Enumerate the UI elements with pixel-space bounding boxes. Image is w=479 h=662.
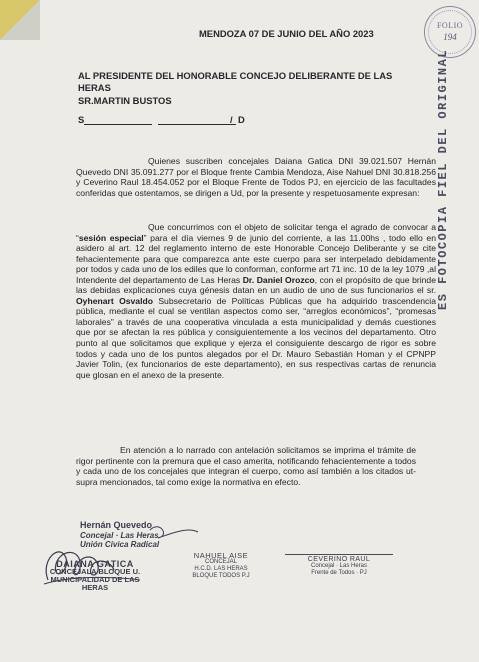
- signature-aise: [178, 552, 264, 580]
- addressee-line: AL PRESIDENTE DEL HONORABLE CONCEJO DELIBERANTE DE LAS HERAS: [78, 70, 393, 93]
- session-type: sesión especial: [78, 232, 144, 243]
- mayor-name: Dr. Daniel Orozco: [242, 274, 315, 285]
- salutation-suffix: D: [238, 114, 245, 125]
- signer-name: NAHUEL AISE: [193, 551, 249, 560]
- intro-paragraph: Quienes suscriben concejales Daiana Gatica DNI 39.021.507 Hernán Quevedo DNI 35.091.277 por el Bloque frente Cambia Mendoza, Aise Nahuel DNI 30.818.256 y Ceverino Raul 18.454.052 por el Bloque Frente de Todos PJ, en ejercicio de las facultades conferidas que ostentamos, se dirigen a Ud, por la presente y respetuosamente expresan:: [76, 156, 436, 198]
- request-text-a: Que concurrimos con el objeto de solicitar tenga el agrado de convocar a “: [76, 222, 436, 243]
- salutation-slash: /: [230, 114, 233, 125]
- folio-stamp-number: 194: [443, 32, 457, 42]
- document-date: MENDOZA 07 DE JUNIO DEL AÑO 2023: [199, 28, 374, 39]
- salutation-line-right: [158, 124, 236, 125]
- folio-stamp-label: FOLIO: [436, 21, 464, 30]
- signer-title: MUNICIPALIDAD DE LAS HERAS: [50, 575, 140, 592]
- signature-gatica: [40, 560, 150, 592]
- signer-title: Frente de Todos · PJ: [311, 570, 367, 576]
- signature-ceverino: [285, 554, 393, 577]
- signer-title: CONCEJAL: [204, 559, 237, 565]
- request-text-c: , con el propósito de que brinde las debidas explicaciones cuya génesis datan en un audio de uno de sus funcionarios el sr.: [76, 274, 436, 296]
- folio-stamp: [424, 6, 476, 58]
- closing-paragraph: En atención a lo narrado con antelación solicitamos se imprima el trámite de rigor pertinente con la premura que el caso amerita, notificando fehacientemente a todos y cada uno de los concejales que integran el cuerpo, como así también a los citados ut-supra mencionados, tal como exige la normativa en efecto.: [76, 445, 416, 487]
- signer-title: BLOQUE TODOS P.J: [192, 573, 250, 579]
- signature-quevedo: [80, 521, 190, 550]
- salutation-line-left: [84, 124, 152, 125]
- signer-name: DAIANA GATICA: [56, 559, 134, 569]
- signer-title: CONCEJALA BLOQUE U.: [49, 567, 141, 576]
- request-paragraph: [76, 222, 436, 380]
- signer-title: Unión Cívica Radical: [80, 540, 160, 549]
- signer-title: H.C.D. LAS HERAS: [194, 566, 248, 572]
- signer-title: Concejal · Las Heras: [310, 563, 368, 569]
- recipient-name: SR.MARTIN BUSTOS: [78, 95, 172, 106]
- salutation-prefix: S: [78, 114, 85, 125]
- request-text-d: Subsecretario de Políticas Públicas que ha adquirido trascendencia pública, mediante el cual se ventilan aspectos como ser, “arreglos económicos”, “promesas laborales” a través de una cooperativa vinculada a esta municipalidad y demás cuestiones que por se afectan la res pública y consiguientemente a los vecinos del departamento. Otro punto al que solicitamos que explique y ejerza el consiguiente descargo de rigor es sobre todos y cada uno de los puntos alegados por el Dr. Mauro Sebastián Homan y el CPNPP Javier Tolin, (ex funcionarios de este departamento), en sus respectivas cartas de renuncia que glosan en el anexo de la presente.: [76, 295, 436, 380]
- request-text-b: ” para el día viernes 9 de junio del corriente, a las 11.00hs , todo ello en asidero al art. 12 del reglamento interno de este Honorable Concejo Deliberante y se cite fehacientemente para que comparezca ante este cuerpo para ser interpelado debidamente por todos y cada uno de los ediles que lo conforman, conforme art 71 inc. 10 de la ley 1079 ,al Intendente del departamento de Las Heras: [76, 232, 436, 285]
- official-name: Oyhenart Osvaldo: [76, 295, 153, 306]
- signer-title: Concejal · Las Heras: [80, 530, 159, 540]
- signer-name: CEVERINO RAUL: [285, 554, 393, 563]
- certified-copy-stamp: ES FOTOCOPIA FIEL DEL ORIGINAL: [436, 48, 450, 310]
- signer-name: Hernán Quevedo: [80, 520, 153, 530]
- page-fold-corner: [0, 0, 40, 40]
